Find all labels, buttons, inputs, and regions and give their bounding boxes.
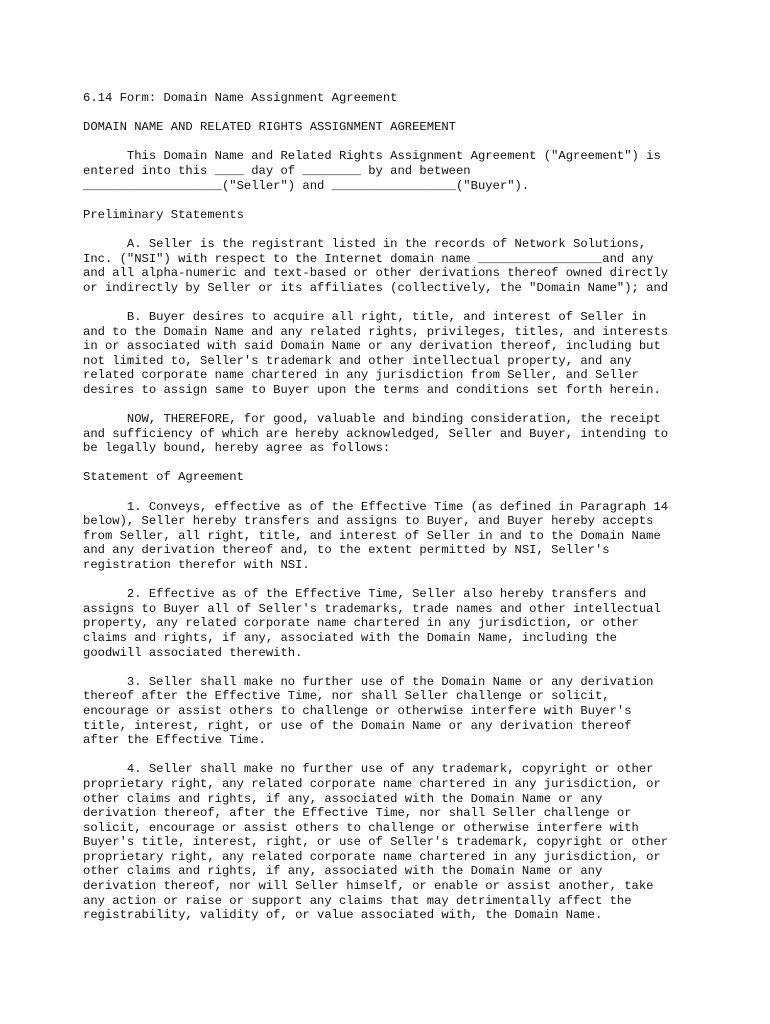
spacer — [83, 660, 723, 675]
paragraph-line: This Domain Name and Related Rights Assignment Agreement ("Agreement") is — [83, 149, 661, 164]
spacer — [83, 485, 723, 500]
paragraph-line: not limited to, Seller's trademark and other intellectual property, and any — [83, 353, 632, 368]
paragraph-line: registration therefor with NSI. — [83, 558, 310, 572]
preliminary-b-paragraph — [83, 310, 723, 398]
spacer — [83, 748, 723, 763]
paragraph-line: from Seller, all right, title, and interest of Seller in and to the Domain Name — [83, 528, 661, 543]
statement-heading: Statement of Agreement — [83, 470, 244, 485]
paragraph-line: 3. Seller shall make no further use of the Domain Name or any derivation — [83, 674, 654, 689]
spacer — [83, 397, 723, 412]
clause-1-paragraph — [83, 500, 723, 573]
paragraph-line: proprietary right, any related corporate name chartered in any jurisdiction, or — [83, 776, 661, 791]
paragraph-line: 1. Conveys, effective as of the Effective Time (as defined in Paragraph 14 — [83, 499, 669, 514]
spacer — [83, 295, 723, 310]
paragraph-line: other claims and rights, if any, associated with the Domain Name or any — [83, 791, 603, 806]
clause-2-paragraph — [83, 587, 723, 660]
spacer — [83, 573, 723, 588]
paragraph-line: B. Buyer desires to acquire all right, title, and interest of Seller in — [83, 309, 647, 324]
intro-paragraph — [83, 149, 723, 193]
document-page — [83, 91, 723, 923]
paragraph-line: derivation thereof, nor will Seller himself, or enable or assist another, take — [83, 879, 654, 894]
paragraph-line: title, interest, right, or use of the Domain Name or any derivation thereof — [83, 718, 632, 733]
paragraph-line: and to the Domain Name and any related rights, privileges, titles, and interests — [83, 324, 669, 339]
paragraph-line: related corporate name chartered in any jurisdiction from Seller, and Seller — [83, 368, 639, 383]
paragraph-line: Buyer's title, interest, right, or use of Seller's trademark, copyright or other — [83, 835, 669, 850]
preliminary-heading: Preliminary Statements — [83, 207, 244, 222]
paragraph-line: Inc. ("NSI") with respect to the Internet domain name _________________and any — [83, 251, 654, 266]
spacer — [83, 222, 723, 237]
paragraph-line: derivation thereof, after the Effective Time, nor shall Seller challenge or — [83, 806, 632, 821]
paragraph-line: registrability, validity of, or value associated with, the Domain Name. — [83, 908, 603, 923]
paragraph-line: any action or raise or support any claims that may detrimentally affect the — [83, 893, 632, 908]
agreement-title: DOMAIN NAME AND RELATED RIGHTS ASSIGNMENT AGREEMENT — [83, 120, 456, 135]
paragraph-line: after the Effective Time. — [83, 733, 266, 748]
spacer — [83, 456, 723, 471]
preliminary-a-paragraph — [83, 237, 723, 295]
paragraph-line: entered into this ____ day of ________ by and between — [83, 163, 471, 178]
paragraph-line: in or associated with said Domain Name or any derivation thereof, including but — [83, 339, 661, 354]
paragraph-line: property, any related corporate name chartered in any jurisdiction, or other — [83, 616, 639, 631]
paragraph-line: encourage or assist others to challenge or otherwise interfere with Buyer's — [83, 703, 632, 718]
paragraph-line: claims and rights, if any, associated with the Domain Name, including the — [83, 630, 617, 645]
paragraph-line: other claims and rights, if any, associated with the Domain Name or any — [83, 864, 603, 879]
now-therefore-paragraph — [83, 412, 723, 456]
paragraph-line: below), Seller hereby transfers and assigns to Buyer, and Buyer hereby accepts — [83, 514, 654, 529]
paragraph-line: be legally bound, hereby agree as follows: — [83, 441, 391, 456]
spacer — [83, 135, 723, 150]
paragraph-line: ___________________("Seller") and _________________("Buyer"). — [83, 178, 530, 193]
paragraph-line: and any derivation thereof and, to the extent permitted by NSI, Seller's — [83, 543, 610, 558]
paragraph-line: goodwill associated therewith. — [83, 645, 303, 660]
paragraph-line: and sufficiency of which are hereby acknowledged, Seller and Buyer, intending to — [83, 426, 669, 441]
paragraph-line: 2. Effective as of the Effective Time, Seller also hereby transfers and — [83, 587, 647, 602]
paragraph-line: desires to assign same to Buyer upon the terms and conditions set forth herein. — [83, 382, 661, 397]
paragraph-line: or indirectly by Seller or its affiliates (collectively, the "Domain Name"); and — [83, 280, 669, 295]
spacer — [83, 193, 723, 208]
paragraph-line: thereof after the Effective Time, nor shall Seller challenge or solicit, — [83, 689, 610, 704]
form-title: 6.14 Form: Domain Name Assignment Agreement — [83, 91, 398, 105]
paragraph-line: 4. Seller shall make no further use of any trademark, copyright or other — [83, 762, 654, 777]
spacer — [83, 106, 723, 121]
paragraph-line: assigns to Buyer all of Seller's trademarks, trade names and other intellectual — [83, 601, 661, 616]
paragraph-line: solicit, encourage or assist others to challenge or otherwise interfere with — [83, 820, 639, 835]
paragraph-line: proprietary right, any related corporate name chartered in any jurisdiction, or — [83, 849, 661, 864]
clause-4-paragraph — [83, 762, 723, 923]
paragraph-line: A. Seller is the registrant listed in the records of Network Solutions, — [83, 236, 647, 251]
clause-3-paragraph — [83, 675, 723, 748]
paragraph-line: NOW, THEREFORE, for good, valuable and binding consideration, the receipt — [83, 412, 661, 427]
paragraph-line: and all alpha-numeric and text-based or other derivations thereof owned directly — [83, 266, 669, 281]
